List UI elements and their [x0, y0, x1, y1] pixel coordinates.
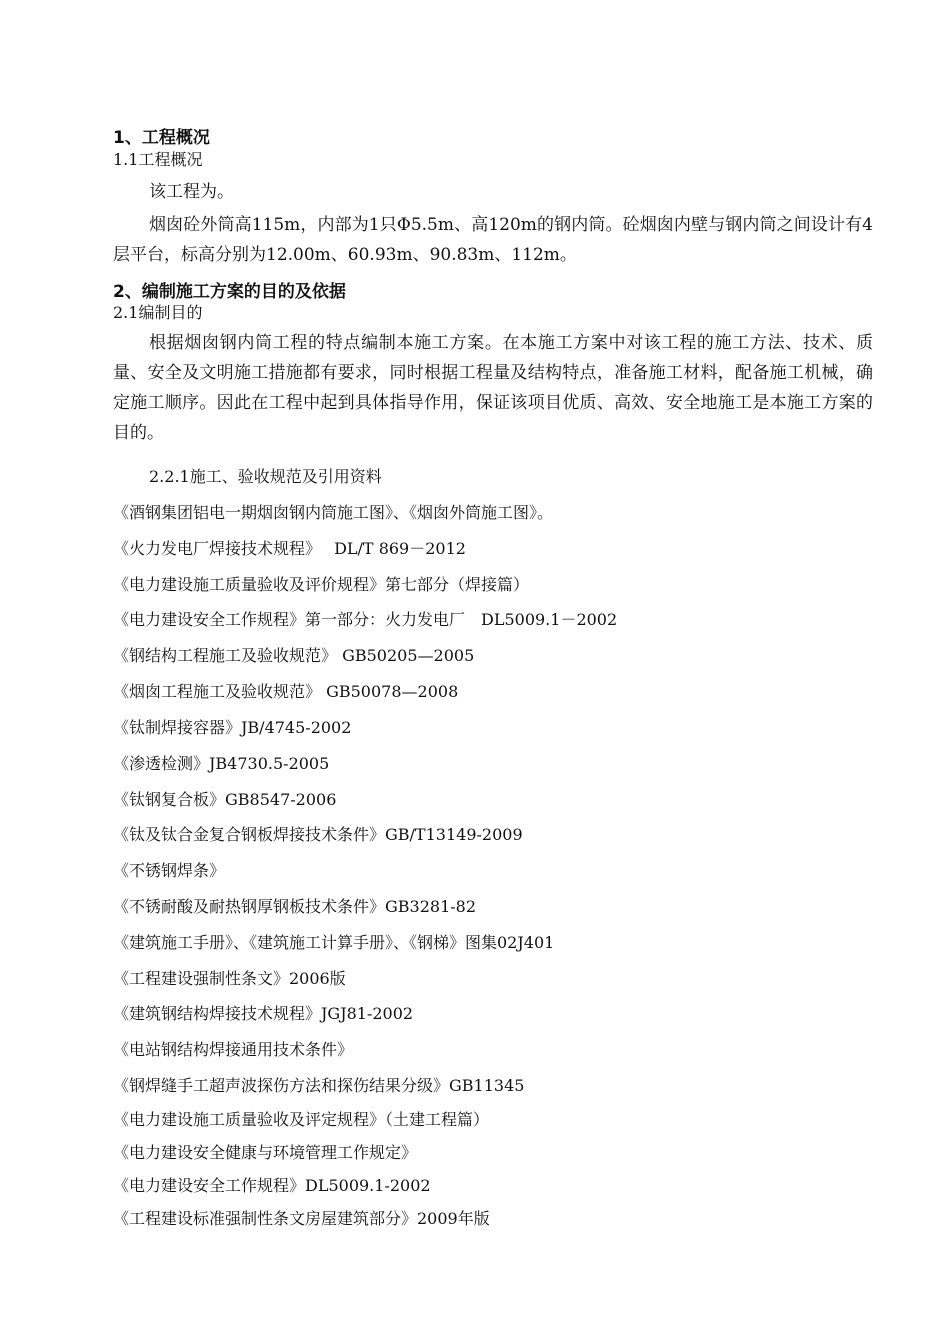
- reference-item: 《工程建设强制性条文》2006版: [113, 969, 346, 988]
- reference-item: 《电力建设安全健康与环境管理工作规定》: [113, 1143, 418, 1162]
- reference-item: 《电站钢结构焊接通用技术条件》: [113, 1040, 354, 1059]
- reference-item: 《电力建设施工质量验收及评定规程》（土建工程篇）: [113, 1110, 490, 1129]
- section-2-2-1-heading: 2.2.1施工、验收规范及引用资料: [149, 467, 382, 486]
- reference-item: 《钢焊缝手工超声波探伤方法和探伤结果分级》GB11345: [113, 1076, 525, 1095]
- reference-item: 《建筑钢结构焊接技术规程》JGJ81-2002: [113, 1004, 414, 1023]
- section-2-paragraph-1: 根据烟囱钢内筒工程的特点编制本施工方案。在本施工方案中对该工程的施工方法、技术、质量、安全及文明施工措施都有要求，同时根据工程量及结构特点，准备施工材料，配备施工机械，确定施工顺序。因此在工程中起到具体指导作用，保证该项目优质、高效、安全地施工是本施工方案的目的。: [113, 333, 873, 443]
- reference-item: 《建筑施工手册》、《建筑施工计算手册》、《钢梯》图集02J401: [113, 933, 555, 952]
- reference-item: 《不锈耐酸及耐热钢厚钢板技术条件》GB3281-82: [113, 897, 477, 916]
- section-1-paragraph-1: 该工程为。: [149, 182, 234, 202]
- section-2-heading: 2、编制施工方案的目的及依据: [113, 282, 346, 302]
- reference-item: 《火力发电厂焊接技术规程》 DL/T 869－2012: [113, 539, 466, 558]
- section-1-paragraph-2: 烟囱砼外筒高115m，内部为1只Φ5.5m、高120m的钢内筒。砼烟囱内壁与钢内筒之间设计有4层平台，标高分别为12.00m、60.93m、90.83m、112m。: [113, 215, 873, 265]
- reference-item: 《电力建设安全工作规程》第一部分：火力发电厂 DL5009.1－2002: [113, 610, 618, 629]
- reference-item: 《烟囱工程施工及验收规范》 GB50078—2008: [113, 682, 459, 701]
- reference-item: 《不锈钢焊条》: [113, 861, 226, 880]
- section-2-1-heading: 2.1编制目的: [113, 303, 203, 322]
- section-1-heading: 1、工程概况: [113, 128, 210, 148]
- reference-item: 《电力建设安全工作规程》DL5009.1-2002: [113, 1176, 431, 1195]
- reference-item: 《渗透检测》JB4730.5-2005: [113, 754, 330, 773]
- reference-item: 《钛钢复合板》GB8547-2006: [113, 790, 337, 809]
- reference-item: 《电力建设施工质量验收及评价规程》第七部分（焊接篇）: [113, 575, 530, 594]
- reference-item: 《钛制焊接容器》JB/4745-2002: [113, 718, 352, 737]
- reference-item: 《钛及钛合金复合钢板焊接技术条件》GB/T13149-2009: [113, 825, 523, 844]
- reference-item: 《钢结构工程施工及验收规范》 GB50205—2005: [113, 646, 475, 665]
- section-1-1-heading: 1.1工程概况: [113, 150, 203, 169]
- reference-item: 《酒钢集团铝电一期烟囱钢内筒施工图》、《烟囱外筒施工图》。: [113, 503, 554, 522]
- reference-item: 《工程建设标准强制性条文房屋建筑部分》2009年版: [113, 1209, 490, 1228]
